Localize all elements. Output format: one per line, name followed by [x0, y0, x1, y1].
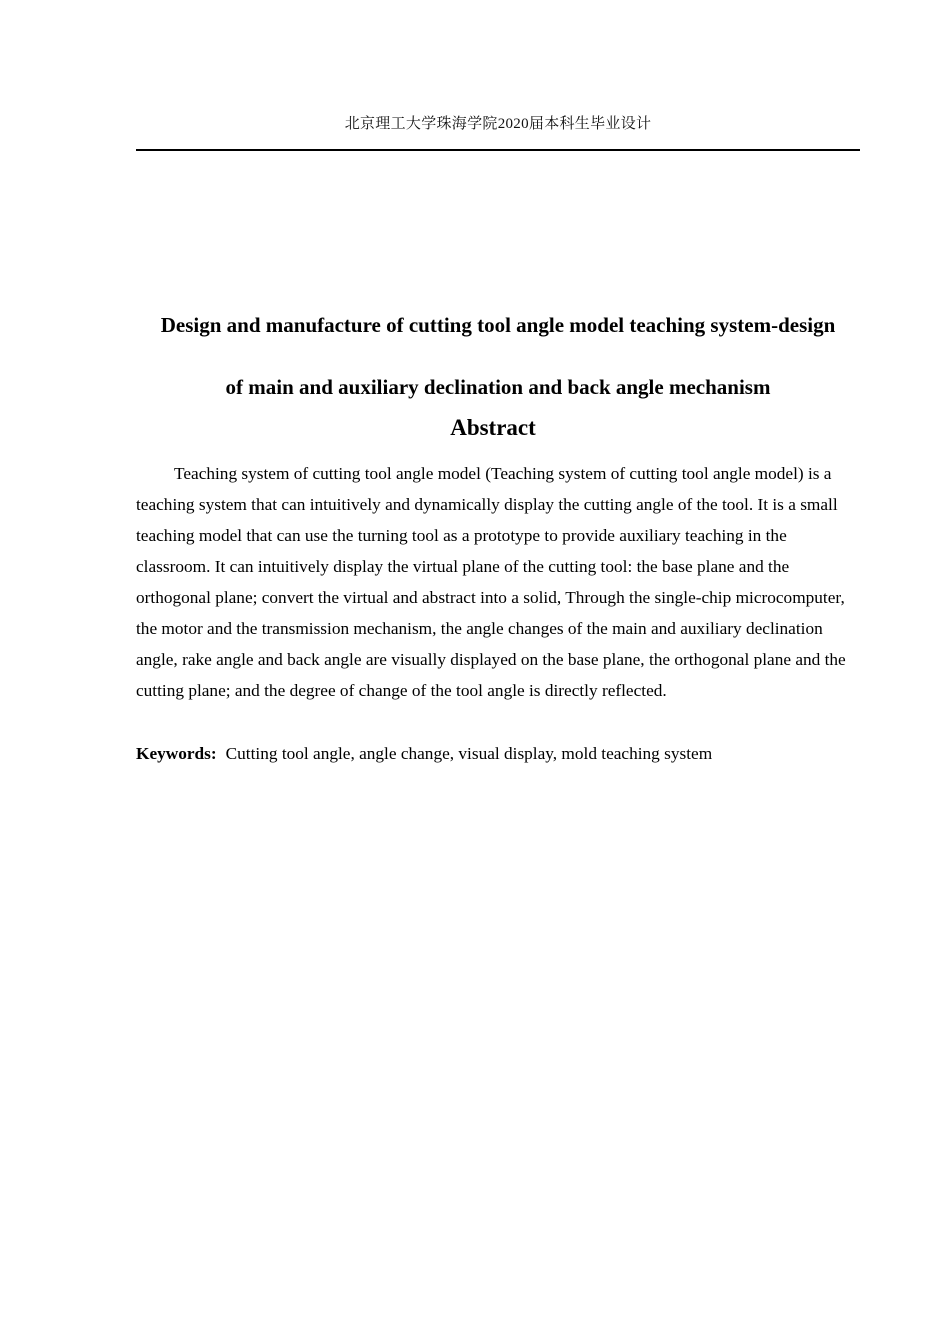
abstract-heading: Abstract	[450, 415, 536, 440]
thesis-title	[126, 294, 870, 418]
thesis-title-line-2: of main and auxiliary declination and back angle mechanism	[225, 375, 771, 399]
keywords-text: Cutting tool angle, angle change, visual display, mold teaching system	[225, 744, 713, 763]
running-header: 北京理工大学珠海学院2020届本科生毕业设计	[344, 116, 652, 132]
keywords-label: Keywords:	[136, 744, 217, 763]
thesis-title-line-1: Design and manufacture of cutting tool angle model teaching system-design	[160, 313, 836, 337]
abstract-body: Teaching system of cutting tool angle model (Teaching system of cutting tool angle model) is a teaching system that can intuitively and dynamically display the cutting angle of the tool. It is a small teaching model that can use the turning tool as a prototype to provide auxiliary teaching in the classroom. It can intuitively display the virtual plane of the cutting tool: the base plane and the orthogonal plane; convert the virtual and abstract into a solid, Through the single-chip microcomputer, the motor and the transmission mechanism, the angle changes of the main and auxiliary declination angle, rake angle and back angle are visually displayed on the base plane, the orthogonal plane and the cutting plane; and the degree of change of the tool angle is directly reflected.	[136, 464, 846, 700]
header-divider	[136, 149, 860, 151]
keywords-line	[136, 738, 860, 769]
